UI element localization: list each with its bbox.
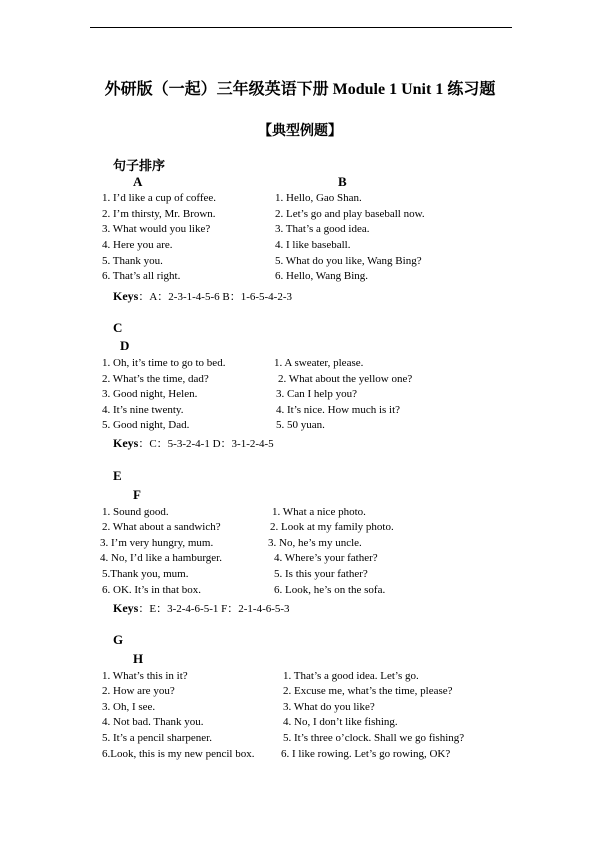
- exercise-heading: 句子排序: [113, 158, 166, 173]
- column-label-d: D: [120, 338, 130, 353]
- list-item-c4: 4. It’s nine twenty.: [102, 404, 184, 416]
- list-item-e6: 6. OK. It’s in that box.: [102, 584, 201, 596]
- column-label-g: G: [113, 632, 124, 647]
- list-item-h6: 6. I like rowing. Let’s go rowing, OK?: [281, 748, 451, 760]
- list-item-b5: 5. What do you like, Wang Bing?: [275, 255, 422, 267]
- list-item-h5: 5. It’s three o’clock. Shall we go fishing?: [283, 732, 465, 744]
- list-item-g5: 5. It’s a pencil sharpener.: [102, 732, 212, 744]
- list-item-h2: 2. Excuse me, what’s the time, please?: [283, 685, 453, 697]
- list-item-g6: 6.Look, this is my new pencil box.: [102, 748, 255, 760]
- list-item-d4: 4. It’s nice. How much is it?: [276, 404, 401, 416]
- list-item-c5: 5. Good night, Dad.: [102, 419, 190, 431]
- column-label-a: A: [133, 174, 143, 189]
- list-item-c2: 2. What’s the time, dad?: [102, 373, 209, 385]
- list-item-h4: 4. No, I don’t like fishing.: [283, 716, 398, 728]
- list-item-d3: 3. Can I help you?: [276, 388, 357, 400]
- column-label-f: F: [133, 487, 141, 502]
- answer-keys-ef: Keys：E：3-2-4-6-5-1 F：2-1-4-6-5-3: [113, 601, 290, 615]
- answer-keys-ab: Keys：A：2-3-1-4-5-6 B：1-6-5-4-2-3: [113, 289, 293, 303]
- list-item-f2: 2. Look at my family photo.: [270, 521, 394, 533]
- list-item-h3: 3. What do you like?: [283, 701, 375, 713]
- list-item-a5: 5. Thank you.: [102, 255, 163, 267]
- list-item-e4: 4. No, I’d like a hamburger.: [100, 552, 222, 564]
- list-item-b6: 6. Hello, Wang Bing.: [275, 270, 369, 282]
- list-item-d1: 1. A sweater, please.: [274, 357, 364, 369]
- column-label-e: E: [113, 468, 122, 483]
- list-item-g1: 1. What’s this in it?: [102, 670, 188, 682]
- list-item-b1: 1. Hello, Gao Shan.: [275, 192, 362, 204]
- list-item-a2: 2. I’m thirsty, Mr. Brown.: [102, 208, 216, 220]
- section-subtitle: 【典型例题】: [258, 124, 342, 139]
- list-item-e3: 3. I’m very hungry, mum.: [100, 537, 214, 549]
- list-item-a4: 4. Here you are.: [102, 239, 173, 251]
- page-title: 外研版（一起）三年级英语下册 Module 1 Unit 1 练习题: [104, 81, 496, 98]
- list-item-d5: 5. 50 yuan.: [276, 419, 325, 431]
- list-item-a1: 1. I’d like a cup of coffee.: [102, 192, 217, 204]
- list-item-a3: 3. What would you like?: [102, 223, 211, 235]
- list-item-e2: 2. What about a sandwich?: [102, 521, 221, 533]
- list-item-b2: 2. Let’s go and play baseball now.: [275, 208, 425, 220]
- list-item-f1: 1. What a nice photo.: [272, 506, 366, 518]
- list-item-b4: 4. I like baseball.: [275, 239, 351, 251]
- list-item-f4: 4. Where’s your father?: [274, 552, 378, 564]
- list-item-h1: 1. That’s a good idea. Let’s go.: [283, 670, 419, 682]
- list-item-e1: 1. Sound good.: [102, 506, 169, 518]
- list-item-f3: 3. No, he’s my uncle.: [268, 537, 362, 549]
- list-item-d2: 2. What about the yellow one?: [278, 373, 413, 385]
- list-item-g3: 3. Oh, I see.: [102, 701, 156, 713]
- column-label-h: H: [133, 651, 144, 666]
- list-item-c1: 1. Oh, it’s time to go to bed.: [102, 357, 226, 369]
- list-item-f6: 6. Look, he’s on the sofa.: [274, 584, 386, 596]
- list-item-b3: 3. That’s a good idea.: [275, 223, 370, 235]
- list-item-a6: 6. That’s all right.: [102, 270, 181, 282]
- column-label-b: B: [338, 174, 347, 189]
- header-rule: [90, 27, 512, 28]
- list-item-g4: 4. Not bad. Thank you.: [102, 716, 204, 728]
- list-item-e5: 5.Thank you, mum.: [102, 568, 189, 580]
- answer-keys-cd: Keys：C：5-3-2-4-1 D：3-1-2-4-5: [113, 436, 274, 450]
- list-item-f5: 5. Is this your father?: [274, 568, 368, 580]
- list-item-c3: 3. Good night, Helen.: [102, 388, 198, 400]
- column-label-c: C: [113, 320, 123, 335]
- list-item-g2: 2. How are you?: [102, 685, 175, 697]
